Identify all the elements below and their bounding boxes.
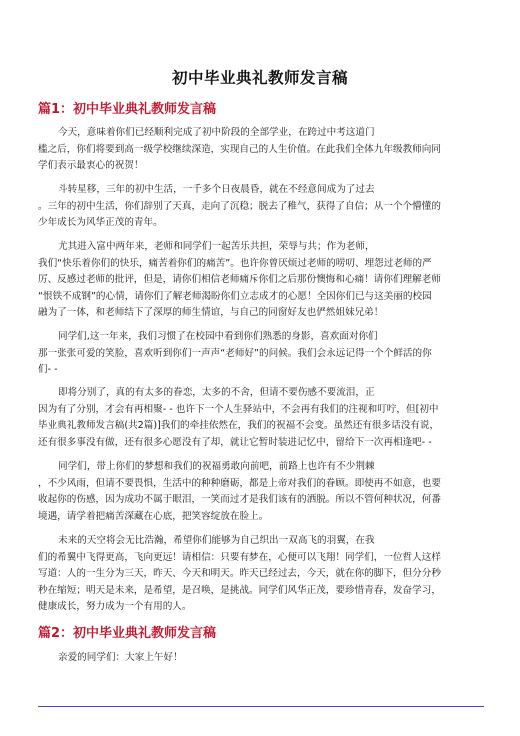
paragraph (38, 533, 488, 616)
paragraph-line: 厉、反感过老师的批评，但是，请你们相信老师痛斥你们之后那份懊悔和心痛！请你们理解老师 (38, 274, 441, 285)
paragraph-line: 们- - (38, 364, 58, 375)
paragraph-line: 融为了一体，和老师结下了深厚的师生情谊，与自己的同窗好友也俨然姐妹兄弟！ (38, 307, 384, 318)
paragraph-line: 我们“快乐着你们的快乐，痛苦着你们的痛苦”。也许你曾厌烦过老师的唠叨、埋怨过老师的严 (38, 257, 432, 269)
paragraph (38, 459, 488, 525)
paragraph-line: 尤其进入富中两年来，老师和同学们一起苦乐共担，荣辱与共；作为老师， (58, 241, 375, 252)
paragraph-line: 秒在缩短；明天是未来，是希望，是召唤，是挑战。同学们风华正茂，要珍惜青春，发奋学习， (38, 584, 441, 596)
paragraph-line: 学们表示最衷心的祝贺！ (38, 160, 144, 171)
footer-divider (38, 706, 484, 707)
paragraph (38, 650, 488, 667)
paragraph-line: 那一张张可爱的笑脸，喜欢听到你们一声声“老师好”的问候。我们会永远记得一个个鲜活的你 (38, 347, 432, 359)
paragraph-line: 境遇，请学着把痛苦深藏在心底，把笑容绽放在脸上。 (38, 510, 269, 522)
paragraph-line: 们的希翼中飞得更高，飞向更远！请相信：只要有梦在，心便可以飞翔！同学们，一位哲人这样 (38, 551, 441, 563)
paragraph-line: 即将分别了，真的有太多的眷恋，太多的不舍，但请不要伤感不要流泪，正 (58, 387, 375, 398)
paragraph-line: 同学们，带上你们的梦想和我们的祝福勇敢向前吧，前路上也许有不少荆棘 (58, 461, 375, 472)
paragraph-line: ，不少风雨，但请不要畏惧，生活中的种种磨砺，都是上帝对我们的眷顾。即使再不如意，也要 (38, 477, 441, 489)
paragraph (38, 239, 488, 322)
paragraph-line: 写道：人的一生分为三天，昨天、今天和明天。昨天已经过去，今天，就在你的脚下，但分分秒 (38, 568, 441, 579)
section-heading-1: 篇1：初中毕业典礼教师发言稿 (38, 102, 217, 117)
paragraph (38, 385, 488, 451)
paragraph-line: 同学们,这一年来，我们习惯了在校园中看到你们熟悉的身影，喜欢面对你们 (58, 331, 378, 342)
paragraph-line: 槛之后，你们将要到高一级学校继续深造，实现自己的人生价值。在此我们全体九年级教师向同 (38, 143, 441, 155)
paragraph-line: 亲爱的同学们：大家上午好！ (58, 652, 183, 663)
paragraph-line: 今天，意味着你们已经顺利完成了初中阶段的全部学业，在跨过中考这道门 (58, 127, 375, 138)
paragraph (38, 329, 488, 379)
document-title: 初中毕业典礼教师发言稿 (171, 69, 348, 87)
paragraph-line: 因为有了分别，才会有再相聚- - 也许下一个人生驿站中，不会再有我们的注视和叮咛，但[初中 (38, 403, 439, 415)
section-heading-2: 篇2：初中毕业典礼教师发言稿 (38, 626, 217, 641)
paragraph (38, 182, 488, 232)
paragraph-line: 未来的天空将会无比浩瀚，希望你们能够为自己织出一双高飞的羽翼，在我 (58, 535, 375, 546)
paragraph (38, 125, 488, 175)
paragraph-line: 健康成长，努力成为一个有用的人。 (38, 601, 192, 612)
paragraph-line: 毕业典礼教师发言稿(共2篇)]我们的牵挂依然在，我们的祝福不会变。虽然还有很多话没有说， (38, 420, 440, 431)
paragraph-line: 斗转星移，三年的初中生活，一千多个日夜晨昏，就在不经意间成为了过去 (58, 184, 375, 195)
paragraph-line: “恨铁不成钢”的心情，请你们了解老师渴盼你们立志成才的心愿！全因你们已与这美丽的校园 (38, 290, 432, 302)
paragraph-line: 少年成长为风华正茂的青年。 (38, 217, 163, 228)
paragraph-line: 收起你的伤感，因为成功不属于眼泪，一笑而过才是我们该有的洒脱。所以不管何种状况，何番 (38, 494, 441, 505)
paragraph-line: 。三年的初中生活，你们辞别了天真，走向了沉稳；脱去了稚气，获得了自信；从一个个懵懂的 (38, 200, 441, 212)
paragraph-line: 还有很多事没有做，还有很多心愿没有了却，就让它暂时装进记忆中，留给下一次再相逢吧- - (38, 436, 432, 448)
